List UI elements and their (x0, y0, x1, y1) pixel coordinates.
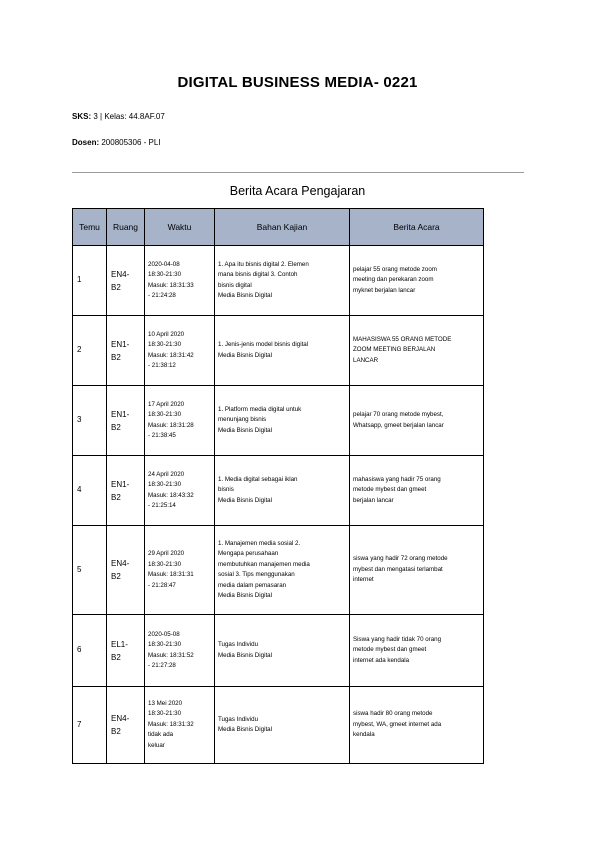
cell-waktu: 24 April 2020 18:30-21:30 Masuk: 18:43:32 - 21:25:14 (145, 456, 215, 526)
table-row (73, 615, 484, 687)
cell-temu: 6 (73, 615, 107, 687)
column-header-waktu: Waktu (145, 209, 215, 246)
cell-berita-acara: pelajar 55 orang metode zoom meeting dan perekaran zoom myknet berjalan lancar (350, 246, 484, 316)
cell-waktu: 2020-05-08 18:30-21:30 Masuk: 18:31:52 - 21:27:28 (145, 615, 215, 687)
document-title: DIGITAL BUSINESS MEDIA- 0221 (177, 74, 418, 91)
table-row (73, 687, 484, 764)
cell-temu: 7 (73, 687, 107, 764)
cell-waktu: 17 April 2020 18:30-21:30 Masuk: 18:31:28 - 21:38:45 (145, 386, 215, 456)
table-header-row (73, 209, 484, 246)
cell-bahan-kajian: 1. Jenis-jenis model bisnis digital Media Bisnis Digital (215, 316, 350, 386)
cell-waktu: 13 Mei 2020 18:30-21:30 Masuk: 18:31:32 tidak ada keluar (145, 687, 215, 764)
course-info (72, 112, 165, 121)
dosen-value: 200805306 - PLI (101, 138, 161, 147)
cell-temu: 3 (73, 386, 107, 456)
cell-ruang: EN1- B2 (107, 386, 145, 456)
cell-berita-acara: siswa hadir 80 orang metode mybest, WA, gmeet internet ada kendala (350, 687, 484, 764)
table-row (73, 316, 484, 386)
sks-value: 3 | Kelas: 44.8AF.07 (93, 112, 165, 121)
cell-berita-acara: siswa yang hadir 72 orang metode mybest dan mengatasi terlambat internet (350, 526, 484, 615)
teaching-report-table (72, 208, 484, 764)
cell-berita-acara: pelajar 70 orang metode mybest, Whatsapp, gmeet berjalan lancar (350, 386, 484, 456)
cell-berita-acara: mahasiswa yang hadir 75 orang metode mybest dan gmeet berjalan lancar (350, 456, 484, 526)
table-row (73, 456, 484, 526)
cell-temu: 4 (73, 456, 107, 526)
column-header-bahan-kajian: Bahan Kajian (215, 209, 350, 246)
table-row (73, 246, 484, 316)
cell-ruang: EL1- B2 (107, 615, 145, 687)
dosen-label: Dosen: (72, 138, 100, 147)
cell-ruang: EN1- B2 (107, 316, 145, 386)
cell-berita-acara: Siswa yang hadir tidak 70 orang metode mybest dan gmeet internet ada kendala (350, 615, 484, 687)
cell-temu: 1 (73, 246, 107, 316)
table-row (73, 526, 484, 615)
cell-waktu: 10 April 2020 18:30-21:30 Masuk: 18:31:42 - 21:38:12 (145, 316, 215, 386)
cell-ruang: EN4- B2 (107, 687, 145, 764)
section-title: Berita Acara Pengajaran (229, 184, 366, 198)
column-header-ruang: Ruang (107, 209, 145, 246)
cell-temu: 5 (73, 526, 107, 615)
cell-waktu: 29 April 2020 18:30-21:30 Masuk: 18:31:31 - 21:28:47 (145, 526, 215, 615)
lecturer-info (72, 138, 161, 147)
cell-ruang: EN4- B2 (107, 526, 145, 615)
sks-label: SKS: (72, 112, 92, 121)
cell-temu: 2 (73, 316, 107, 386)
column-header-temu: Temu (73, 209, 107, 246)
cell-bahan-kajian: 1. Apa itu bisnis digital 2. Elemen mana bisnis digital 3. Contoh bisnis digital Media Bisnis Digital (215, 246, 350, 316)
cell-bahan-kajian: 1. Media digital sebagai iklan bisnis Media Bisnis Digital (215, 456, 350, 526)
divider (72, 172, 524, 173)
column-header-berita-acara: Berita Acara (350, 209, 484, 246)
cell-bahan-kajian: 1. Platform media digital untuk menunjang bisnis Media Bisnis Digital (215, 386, 350, 456)
cell-ruang: EN4- B2 (107, 246, 145, 316)
cell-berita-acara: MAHASISWA 55 ORANG METODE ZOOM MEETING BERJALAN LANCAR (350, 316, 484, 386)
cell-bahan-kajian: Tugas Individu Media Bisnis Digital (215, 687, 350, 764)
table-row (73, 386, 484, 456)
cell-bahan-kajian: 1. Manajemen media sosial 2. Mengapa perusahaan membutuhkan manajemen media sosial 3. Tips menggunakan media dalam pemasaran Media Bisnis Digital (215, 526, 350, 615)
cell-waktu: 2020-04-08 18:30-21:30 Masuk: 18:31:33 - 21:24:28 (145, 246, 215, 316)
cell-bahan-kajian: Tugas Individu Media Bisnis Digital (215, 615, 350, 687)
cell-ruang: EN1- B2 (107, 456, 145, 526)
